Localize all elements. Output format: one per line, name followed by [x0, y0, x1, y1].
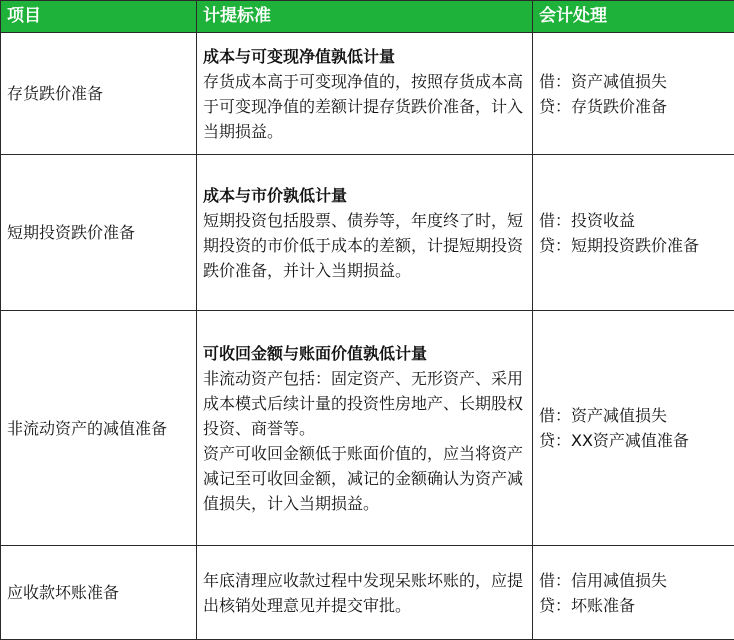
credit-entry: 贷：存货跌价准备: [539, 94, 728, 119]
debit-entry: 借：信用减值损失: [539, 568, 728, 593]
item-cell: 短期投资跌价准备: [1, 155, 197, 311]
credit-entry: 贷：短期投资跌价准备: [539, 233, 728, 258]
header-accounting: 会计处理: [533, 1, 734, 33]
standard-text: 短期投资包括股票、债券等，年度终了时，短期投资的市价低于成本的差额，计提短期投资跌价准备，并计入当期损益。: [203, 208, 526, 283]
table-row-bad-debt: [1, 546, 734, 640]
header-item: 项目: [1, 1, 197, 33]
standard-title: 成本与市价孰低计量: [203, 183, 526, 208]
standard-text: 年底清理应收款过程中发现呆账坏账的，应提出核销处理意见并提交审批。: [203, 568, 526, 618]
debit-entry: 借：资产减值损失: [539, 403, 728, 428]
standard-text: 存货成本高于可变现净值的，按照存货成本高于可变现净值的差额计提存货跌价准备，计入当期损益。: [203, 69, 526, 144]
table-row-inventory: [1, 33, 734, 155]
credit-entry: 贷：XX资产减值准备: [539, 428, 728, 453]
credit-entry: 贷：坏账准备: [539, 593, 728, 618]
accounting-cell: [533, 33, 734, 155]
standard-cell: [197, 546, 533, 640]
accounting-cell: [533, 155, 734, 311]
accounting-cell: [533, 311, 734, 546]
header-standard: 计提标准: [197, 1, 533, 33]
item-cell: 存货跌价准备: [1, 33, 197, 155]
header-row: [1, 1, 734, 33]
table-row-short-term-investment: [1, 155, 734, 311]
standard-title: 可收回金额与账面价值孰低计量: [203, 341, 526, 366]
standard-cell: [197, 311, 533, 546]
accounting-cell: [533, 546, 734, 640]
standard-title: 成本与可变现净值孰低计量: [203, 44, 526, 69]
item-cell: 应收款坏账准备: [1, 546, 197, 640]
standard-text-2: 资产可收回金额低于账面价值的，应当将资产减记至可收回金额，减记的金额确认为资产减值损失，计入当期损益。: [203, 441, 526, 516]
standard-text: 非流动资产包括：固定资产、无形资产、采用成本模式后续计量的投资性房地产、长期股权投资、商誉等。: [203, 366, 526, 441]
table-header: [1, 1, 734, 33]
item-cell: 非流动资产的减值准备: [1, 311, 197, 546]
table-row-noncurrent-assets: [1, 311, 734, 546]
standard-cell: [197, 33, 533, 155]
standard-cell: [197, 155, 533, 311]
debit-entry: 借：资产减值损失: [539, 69, 728, 94]
debit-entry: 借：投资收益: [539, 208, 728, 233]
